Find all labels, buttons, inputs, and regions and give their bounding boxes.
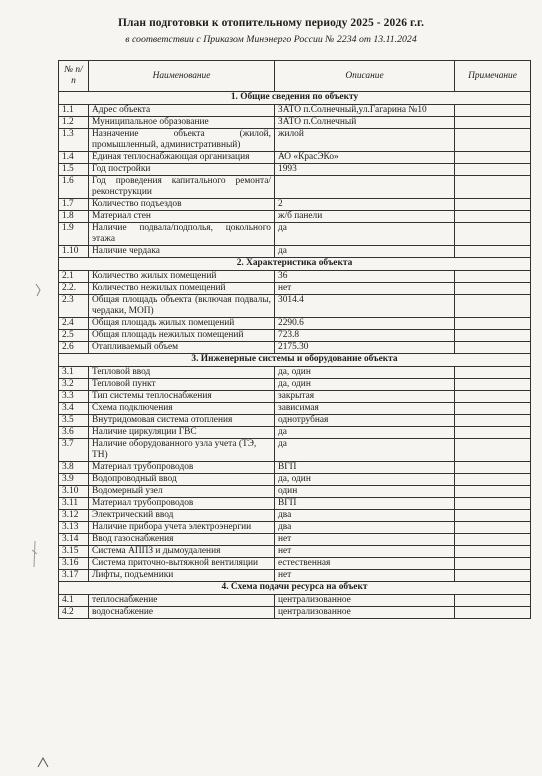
binding-mark	[30, 540, 40, 568]
table-row	[59, 474, 531, 486]
row-desc: нет	[275, 546, 455, 558]
section-title: 1. Общие сведения по объекту	[59, 92, 531, 105]
row-num: 3.14	[59, 534, 89, 546]
section-title: 4. Схема подачи ресурса на объект	[59, 582, 531, 595]
table-row	[59, 367, 531, 379]
row-name: Лифты, подъемники	[89, 570, 275, 582]
row-name: Отапливаемый объем	[89, 342, 275, 354]
row-desc: ж/б панели	[275, 211, 455, 223]
row-desc: 2	[275, 199, 455, 211]
row-note	[455, 379, 531, 391]
table-row	[59, 498, 531, 510]
binding-mark	[36, 755, 50, 769]
row-note	[455, 558, 531, 570]
row-name: Схема подключения	[89, 403, 275, 415]
row-desc: да	[275, 427, 455, 439]
row-note	[455, 211, 531, 223]
table-row	[59, 403, 531, 415]
table-row	[59, 510, 531, 522]
row-note	[455, 367, 531, 379]
row-desc: централизованное	[275, 607, 455, 619]
section-row	[59, 354, 531, 367]
row-num: 3.7	[59, 439, 89, 462]
row-note	[455, 510, 531, 522]
row-num: 3.2	[59, 379, 89, 391]
row-desc: централизованное	[275, 595, 455, 607]
table-row	[59, 164, 531, 176]
row-num: 2.2.	[59, 283, 89, 295]
row-note	[455, 330, 531, 342]
row-note	[455, 607, 531, 619]
row-note	[455, 486, 531, 498]
row-note	[455, 105, 531, 117]
row-desc: ЗАТО п.Солнечный,ул.Гагарина №10	[275, 105, 455, 117]
header-name: Наименование	[89, 61, 275, 92]
row-note	[455, 246, 531, 258]
row-num: 3.6	[59, 427, 89, 439]
table-row	[59, 522, 531, 534]
table-row	[59, 330, 531, 342]
row-name: Наличие прибора учета электроэнергии	[89, 522, 275, 534]
row-desc: два	[275, 522, 455, 534]
row-num: 1.7	[59, 199, 89, 211]
row-desc: 2290.6	[275, 318, 455, 330]
table-row	[59, 439, 531, 462]
table-row	[59, 415, 531, 427]
row-note	[455, 439, 531, 462]
row-name: Тип системы теплоснабжения	[89, 391, 275, 403]
row-desc: естественная	[275, 558, 455, 570]
row-desc: 3014.4	[275, 295, 455, 318]
row-desc: зависимая	[275, 403, 455, 415]
row-name: Материал трубопроводов	[89, 462, 275, 474]
row-name: водоснабжение	[89, 607, 275, 619]
row-name: Год постройки	[89, 164, 275, 176]
table-row	[59, 546, 531, 558]
row-name: Общая площадь объекта (включая подвалы, чердаки, МОП)	[89, 295, 275, 318]
row-num: 1.9	[59, 223, 89, 246]
row-desc: один	[275, 486, 455, 498]
row-note	[455, 223, 531, 246]
table-row	[59, 534, 531, 546]
table-row	[59, 570, 531, 582]
row-desc: жилой	[275, 129, 455, 152]
row-note	[455, 283, 531, 295]
table-row	[59, 223, 531, 246]
table-row	[59, 129, 531, 152]
row-num: 3.4	[59, 403, 89, 415]
table-row	[59, 558, 531, 570]
row-note	[455, 152, 531, 164]
table-row	[59, 152, 531, 164]
row-num: 3.8	[59, 462, 89, 474]
section-row	[59, 258, 531, 271]
row-desc: однотрубная	[275, 415, 455, 427]
row-num: 1.5	[59, 164, 89, 176]
row-note	[455, 498, 531, 510]
table-row	[59, 595, 531, 607]
table-row	[59, 462, 531, 474]
row-name: Наличие циркуляции ГВС	[89, 427, 275, 439]
row-name: Адрес объекта	[89, 105, 275, 117]
header-desc: Описание	[275, 61, 455, 92]
row-name: Год проведения капитального ремонта/реконструкции	[89, 176, 275, 199]
document-title: План подготовки к отопительному периоду 2025 - 2026 г.г.	[117, 17, 425, 29]
row-num: 2.4	[59, 318, 89, 330]
table-row	[59, 607, 531, 619]
row-num: 1.4	[59, 152, 89, 164]
row-name: Наличие чердака	[89, 246, 275, 258]
row-desc: да, один	[275, 474, 455, 486]
row-num: 2.3	[59, 295, 89, 318]
row-desc: да	[275, 223, 455, 246]
row-num: 3.12	[59, 510, 89, 522]
section-row	[59, 582, 531, 595]
binding-mark	[34, 283, 44, 297]
row-num: 3.17	[59, 570, 89, 582]
row-desc: да, один	[275, 379, 455, 391]
row-note	[455, 271, 531, 283]
row-desc: 723.8	[275, 330, 455, 342]
row-num: 1.2	[59, 117, 89, 129]
row-num: 4.1	[59, 595, 89, 607]
row-name: Система АППЗ и дымоудаления	[89, 546, 275, 558]
section-title: 2. Характеристика объекта	[59, 258, 531, 271]
row-desc: да	[275, 246, 455, 258]
row-note	[455, 415, 531, 427]
table-row	[59, 318, 531, 330]
row-note	[455, 595, 531, 607]
row-note	[455, 176, 531, 199]
row-desc: 1993	[275, 164, 455, 176]
row-num: 2.1	[59, 271, 89, 283]
row-desc	[275, 176, 455, 199]
row-note	[455, 534, 531, 546]
row-desc: АО «КрасЭКо»	[275, 152, 455, 164]
row-num: 1.10	[59, 246, 89, 258]
row-name: Наличие оборудованного узла учета (ТЭ, ТН)	[89, 439, 275, 462]
row-note	[455, 474, 531, 486]
table-row	[59, 486, 531, 498]
row-name: Назначение объекта (жилой, промышленный, административный)	[89, 129, 275, 152]
row-name: Количество нежилых помещений	[89, 283, 275, 295]
row-num: 3.13	[59, 522, 89, 534]
row-note	[455, 403, 531, 415]
header-row	[59, 61, 531, 92]
header-num: № п/п	[59, 61, 89, 92]
row-name: Материал стен	[89, 211, 275, 223]
row-num: 3.9	[59, 474, 89, 486]
row-note	[455, 318, 531, 330]
header-note: Примечание	[455, 61, 531, 92]
row-desc: нет	[275, 534, 455, 546]
row-note	[455, 295, 531, 318]
row-name: Водопроводный ввод	[89, 474, 275, 486]
table-row	[59, 295, 531, 318]
row-desc: ЗАТО п.Солнечный	[275, 117, 455, 129]
row-num: 1.6	[59, 176, 89, 199]
row-desc: 36	[275, 271, 455, 283]
row-name: Тепловой ввод	[89, 367, 275, 379]
row-name: Общая площадь нежилых помещений	[89, 330, 275, 342]
row-name: Единая теплоснабжающая организация	[89, 152, 275, 164]
row-note	[455, 570, 531, 582]
row-name: Внутридомовая система отопления	[89, 415, 275, 427]
table-row	[59, 199, 531, 211]
table-row	[59, 246, 531, 258]
row-name: Водомерный узел	[89, 486, 275, 498]
document-subtitle: в соответствии с Приказом Минэнерго России № 2234 от 13.11.2024	[125, 34, 417, 45]
row-name: Тепловой пункт	[89, 379, 275, 391]
table-row	[59, 379, 531, 391]
row-name: Количество жилых помещений	[89, 271, 275, 283]
row-num: 1.1	[59, 105, 89, 117]
row-num: 2.5	[59, 330, 89, 342]
table-row	[59, 427, 531, 439]
table-row	[59, 391, 531, 403]
row-note	[455, 342, 531, 354]
row-desc: 2175.30	[275, 342, 455, 354]
row-num: 3.1	[59, 367, 89, 379]
section-row	[59, 92, 531, 105]
row-num: 3.16	[59, 558, 89, 570]
row-note	[455, 427, 531, 439]
table-row	[59, 105, 531, 117]
row-note	[455, 522, 531, 534]
row-num: 2.6	[59, 342, 89, 354]
row-name: Количество подъездов	[89, 199, 275, 211]
row-name: Ввод газоснабжения	[89, 534, 275, 546]
row-note	[455, 546, 531, 558]
row-num: 3.3	[59, 391, 89, 403]
row-desc: нет	[275, 570, 455, 582]
row-note	[455, 199, 531, 211]
table-row	[59, 117, 531, 129]
plan-table	[58, 60, 531, 619]
row-desc: ВГП	[275, 462, 455, 474]
row-name: Наличие подвала/подполья, цокольного этажа	[89, 223, 275, 246]
row-note	[455, 164, 531, 176]
row-name: Муниципальное образование	[89, 117, 275, 129]
row-desc: ВГП	[275, 498, 455, 510]
row-note	[455, 462, 531, 474]
row-desc: закрытая	[275, 391, 455, 403]
table-row	[59, 342, 531, 354]
row-name: Система приточно-вытяжной вентиляции	[89, 558, 275, 570]
section-title: 3. Инженерные системы и оборудование объекта	[59, 354, 531, 367]
row-desc: два	[275, 510, 455, 522]
row-note	[455, 391, 531, 403]
row-num: 3.5	[59, 415, 89, 427]
row-desc: да, один	[275, 367, 455, 379]
row-note	[455, 129, 531, 152]
row-num: 3.11	[59, 498, 89, 510]
table-row	[59, 176, 531, 199]
row-num: 1.3	[59, 129, 89, 152]
row-note	[455, 117, 531, 129]
row-num: 3.10	[59, 486, 89, 498]
table-row	[59, 283, 531, 295]
row-num: 3.15	[59, 546, 89, 558]
row-name: теплоснабжение	[89, 595, 275, 607]
row-num: 1.8	[59, 211, 89, 223]
row-num: 4.2	[59, 607, 89, 619]
table-row	[59, 211, 531, 223]
row-desc: да	[275, 439, 455, 462]
table-row	[59, 271, 531, 283]
row-name: Электрический ввод	[89, 510, 275, 522]
row-name: Общая площадь жилых помещений	[89, 318, 275, 330]
row-desc: нет	[275, 283, 455, 295]
row-name: Материал трубопроводов	[89, 498, 275, 510]
